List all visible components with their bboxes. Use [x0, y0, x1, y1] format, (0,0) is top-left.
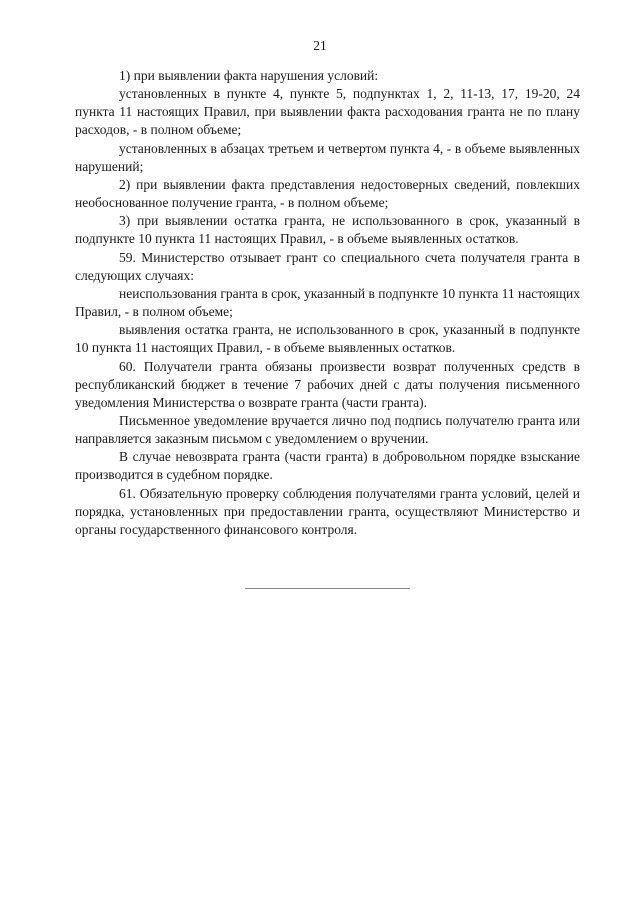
paragraph: 59. Министерство отзывает грант со специального счета получателя гранта в следующих случаях: [75, 249, 580, 283]
paragraph: установленных в пункте 4, пункте 5, подпунктах 1, 2, 11-13, 17, 19-20, 24 пункта 11 настоящих Правил, при выявлении факта расходования гранта не по плану расходов, - в полном объеме; [75, 86, 580, 138]
paragraph: выявления остатка гранта, не использованного в срок, указанный в подпункте 10 пункта 11 настоящих Правил, - в объеме выявленных остатков. [75, 322, 580, 356]
paragraph: 3) при выявлении остатка гранта, не использованного в срок, указанный в подпункте 10 пункта 11 настоящих Правил, - в объеме выявленных остатков. [75, 213, 580, 247]
paragraph: 1) при выявлении факта нарушения условий: [119, 68, 379, 83]
end-separator-line [245, 588, 410, 589]
paragraph: В случае невозврата гранта (части гранта) в добровольном порядке взыскание производится в судебном порядке. [75, 449, 580, 483]
paragraph: установленных в абзацах третьем и четвертом пункта 4, - в объеме выявленных нарушений; [75, 140, 580, 174]
paragraph: неиспользования гранта в срок, указанный в подпункте 10 пункта 11 настоящих Правил, - в полном объеме; [75, 285, 580, 320]
document-body [75, 67, 580, 539]
paragraph: 2) при выявлении факта представления недостоверных сведений, повлекших необоснованное получение гранта, - в полном объеме; [75, 176, 580, 211]
paragraph: 60. Получатели гранта обязаны произвести возврат полученных средств в республиканский бюджет в течение 7 рабочих дней с даты получения письменного уведомления Министерства о возврате гранта (части гранта). [75, 358, 580, 410]
paragraph: 61. Обязательную проверку соблюдения получателями гранта условий, целей и порядка, установленных при предоставлении гранта, осуществляют Министерство и органы государственного финансового контроля. [75, 485, 580, 537]
page-number: 21 [313, 38, 327, 53]
paragraph: Письменное уведомление вручается лично под подпись получателю гранта или направляется заказным письмом с уведомлением о вручении. [75, 412, 580, 447]
